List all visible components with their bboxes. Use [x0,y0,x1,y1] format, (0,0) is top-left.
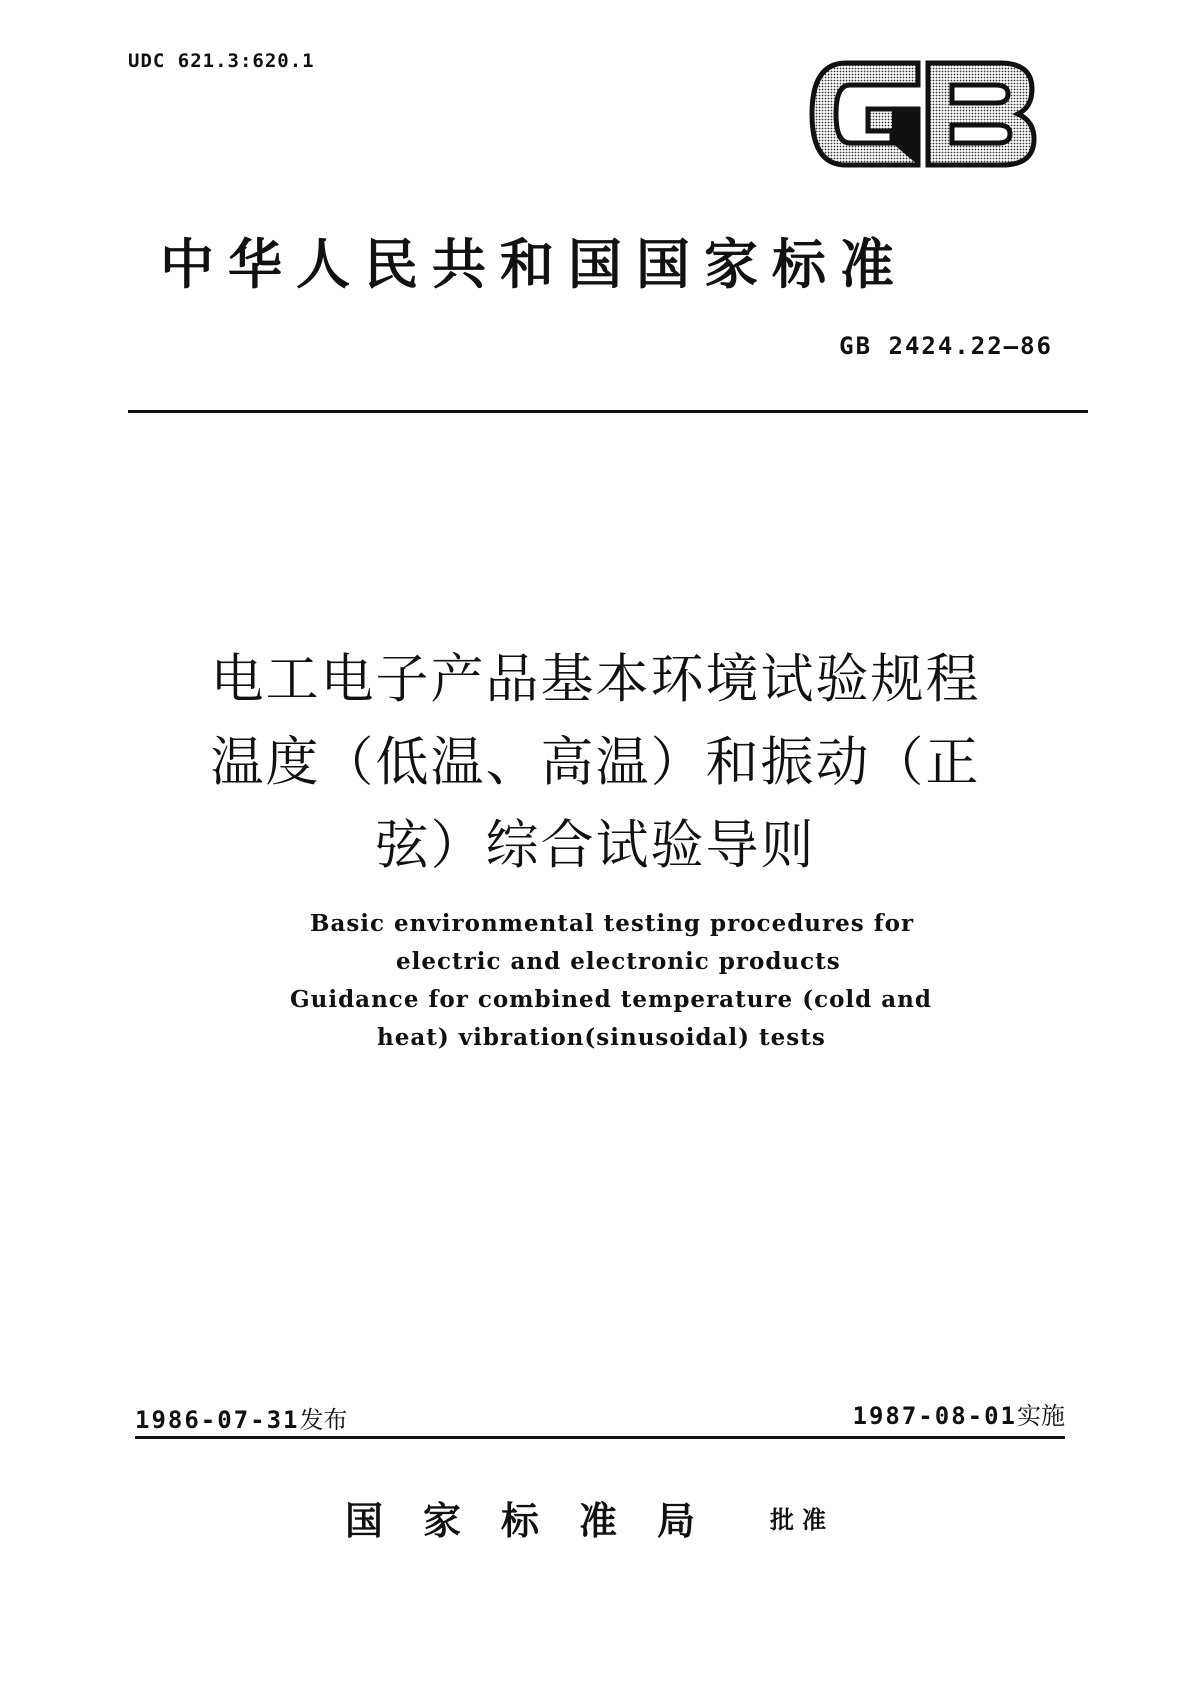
effective-date [853,1396,1066,1431]
english-title-line-4: heat) vibration(sinusoidal) tests [377,1024,826,1051]
effective-date-value: 1987-08-01 [852,1402,1017,1430]
udc-code: UDC 621.3:620.1 [128,50,315,72]
header-divider [128,410,1088,413]
english-title-line-3: Guidance for combined temperature (cold and [290,986,932,1013]
approving-authority: 国家标准局 [345,1499,736,1543]
chinese-title-line-1: 电工电子产品基本环境试验规程 [210,649,981,710]
chinese-title [120,638,1071,887]
footer-divider [135,1436,1065,1439]
logo-text: GB [806,55,808,56]
english-title-line-1: Basic environmental testing procedures for [310,910,915,937]
standard-number: GB 2424.22—86 [839,332,1053,360]
gb-logo [806,55,1038,173]
english-title-line-2: electric and electronic products [396,948,841,975]
issued-label: 发布 [299,1406,348,1434]
approval-label: 批准 [770,1506,834,1534]
chinese-title-line-2: 温度（低温、高温）和振动（正 [210,732,981,793]
issued-date [135,1400,348,1435]
national-standard-heading: 中华人民共和国国家标准 [160,233,908,296]
chinese-title-line-3: 弦）综合试验导则 [375,815,816,876]
english-title [200,905,980,1057]
issued-date-value: 1986-07-31 [135,1406,300,1434]
effective-label: 实施 [1017,1402,1065,1430]
